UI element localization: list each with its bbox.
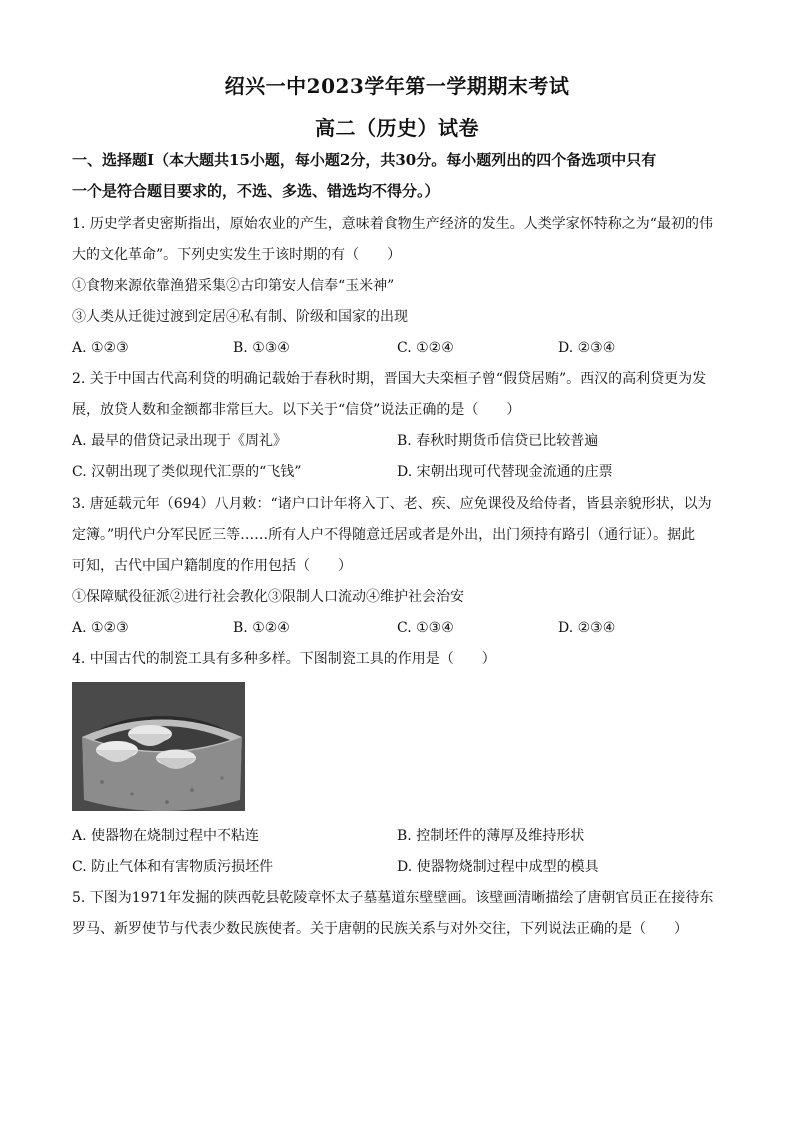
exam-subtitle: 高二（历史）试卷 [315,116,479,140]
q3-option-d: D. ②③④ [558,620,616,636]
q1-option-a: A. ①②③ [72,340,129,356]
q1-option-c: C. ①②④ [397,340,454,356]
q4-option-a: A. 使器物在烧制过程中不粘连 [72,828,260,844]
exam-title: 绍兴一中2023学年第一学期期末考试 [224,74,570,98]
q2-stem-line-2: 展，放贷人数和金额都非常巨大。以下关于“信贷”说法正确的是（ ） [72,402,521,418]
q2-stem-line-1: 2. 关于中国古代高利贷的明确记载始于春秋时期，晋国大夫栾桓子曾“假贷居贿”。西汉的高利贷更为发 [72,371,707,387]
q3-stem-line-4: ①保障赋役征派②进行社会教化③限制人口流动④维护社会治安 [72,589,464,605]
q1-stem-line-1: 1. 历史学者史密斯指出，原始农业的产生，意味着食物生产经济的发生。人类学家怀特称之为“最初的伟 [72,216,713,232]
q2-option-a: A. 最早的借贷记录出现于《周礼》 [72,433,288,449]
q2-option-b: B. 春秋时期货币信贷已比较普遍 [397,433,599,449]
q3-stem-line-2: 定簿。”明代户分军民匠三等……所有人户不得随意迁居或者是外出，出门须持有路引（通行证）。据此 [72,527,696,543]
q1-stem-line-3: ①食物来源依靠渔猎采集②古印第安人信奉“玉米神” [72,278,395,294]
q2-option-d: D. 宋朝出现可代替现金流通的庄票 [397,464,613,480]
q4-option-b: B. 控制坯件的薄厚及维持形状 [397,828,585,844]
kiln-saggar-photo [72,682,245,811]
section-heading-line-1: 一、选择题Ⅰ（本大题共15小题，每小题2分，共30分。每小题列出的四个备选项中只有 [72,151,657,169]
q3-option-c: C. ①③④ [397,620,454,636]
q4-stem-line-1: 4. 中国古代的制瓷工具有多种多样。下图制瓷工具的作用是（ ） [72,651,496,667]
q1-option-b: B. ①③④ [233,340,290,356]
q1-option-d: D. ②③④ [558,340,616,356]
kiln-saggar-illustration [72,682,245,811]
q4-option-d: D. 使器物烧制过程中成型的模具 [397,859,599,875]
q5-stem-line-2: 罗马、新罗使节与代表少数民族使者。关于唐朝的民族关系与对外交往，下列说法正确的是（ ） [72,921,688,937]
q1-stem-line-4: ③人类从迁徙过渡到定居④私有制、阶级和国家的出现 [72,309,408,325]
section-heading-line-2: 一个是符合题目要求的，不选、多选、错选均不得分。） [72,182,440,200]
q3-stem-line-1: 3. 唐延载元年（694）八月敕：“诸户口计年将入丁、老、疾、应免课役及给侍者，皆县亲貌形状，以为 [72,496,712,512]
q2-option-c: C. 汉朝出现了类似现代汇票的“飞钱” [72,464,302,480]
q1-stem-line-2: 大的文化革命”。下列史实发生于该时期的有（ ） [72,247,402,263]
q3-stem-line-3: 可知，古代中国户籍制度的作用包括（ ） [72,558,352,574]
q4-option-c: C. 防止气体和有害物质污损坯件 [72,859,274,875]
q3-option-b: B. ①②④ [233,620,290,636]
q3-option-a: A. ①②③ [72,620,129,636]
q5-stem-line-1: 5. 下图为1971年发掘的陕西乾县乾陵章怀太子墓墓道东壁壁画。该壁画清晰描绘了唐朝官员正在接待东 [72,890,714,906]
